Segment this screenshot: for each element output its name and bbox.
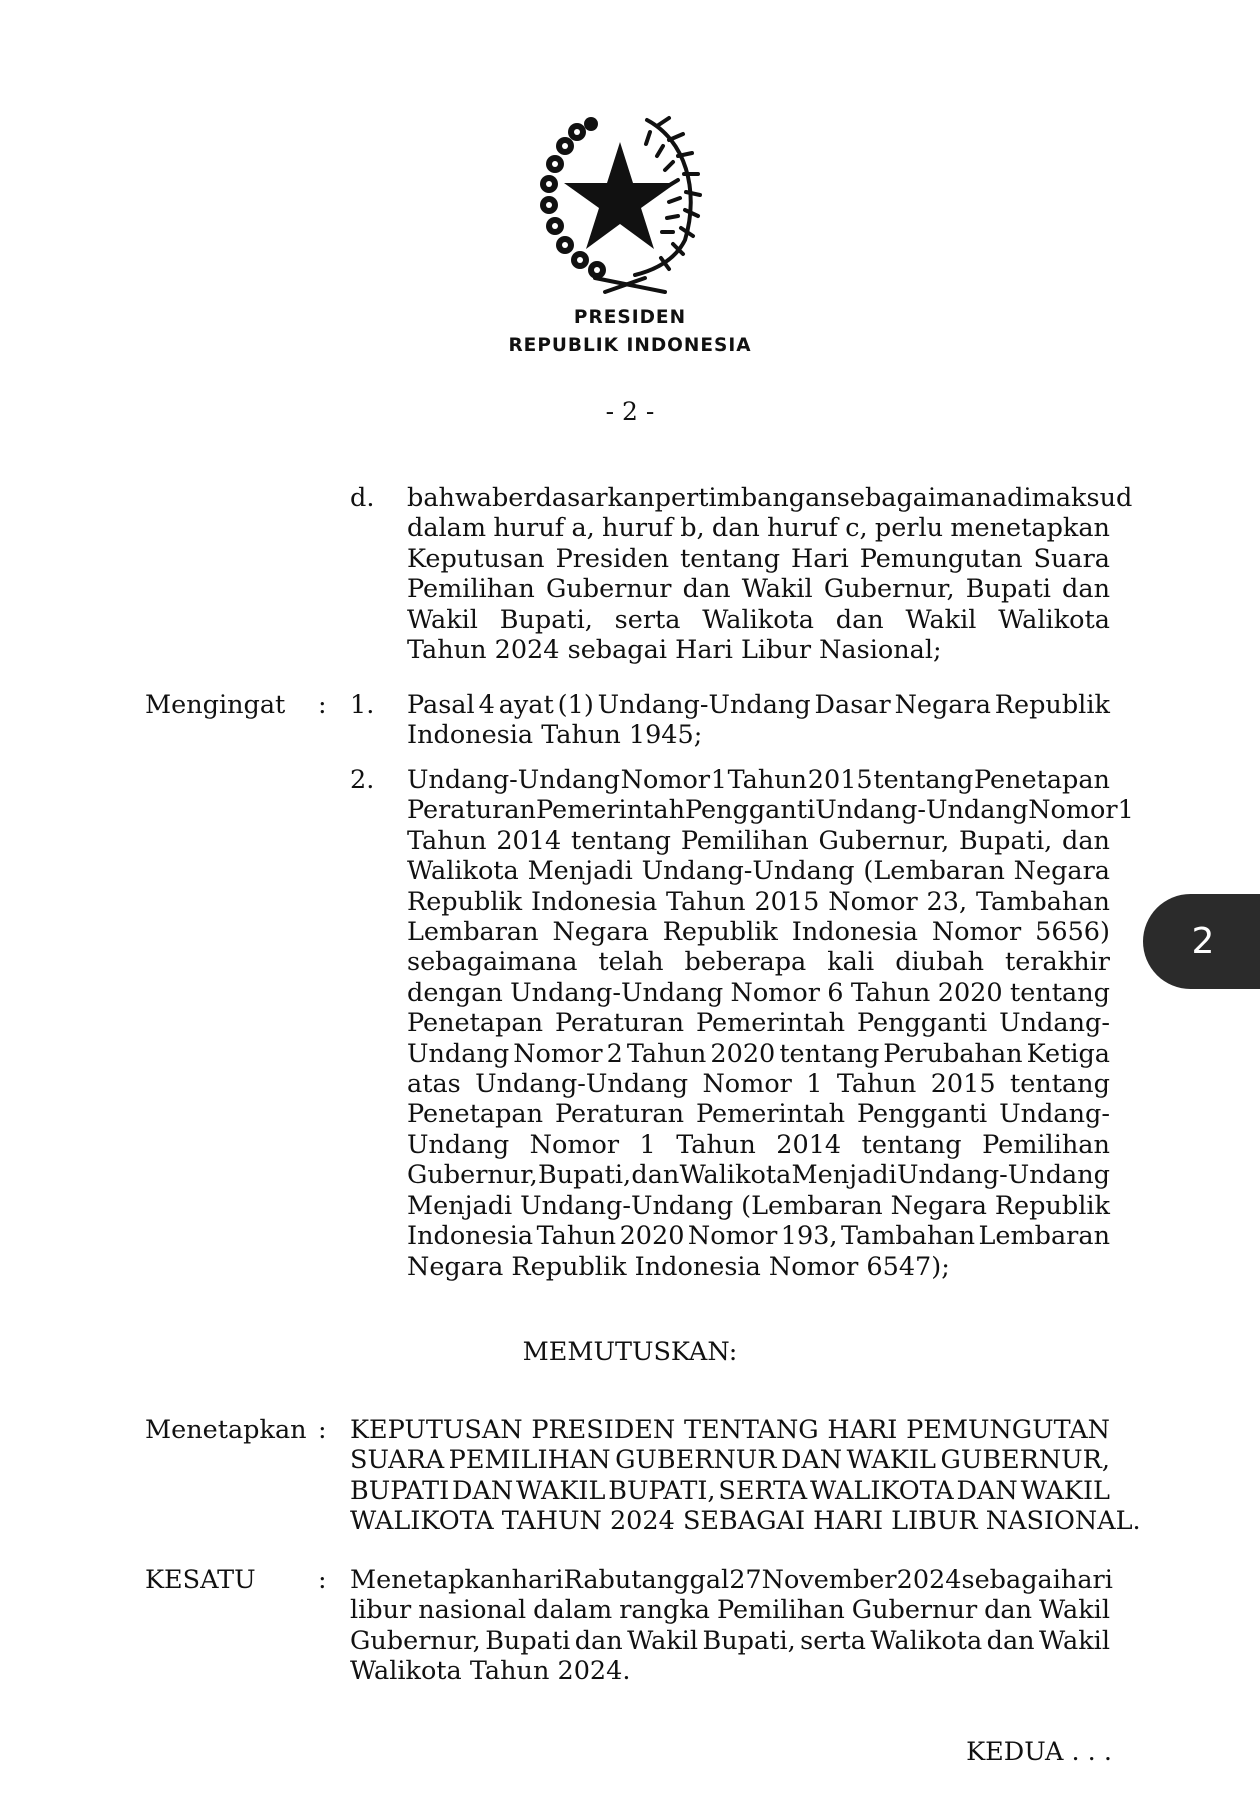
text-line: BUPATI DAN WAKIL BUPATI, SERTA WALIKOTA DAN WAKIL <box>350 1475 1110 1506</box>
text-line: dengan Undang-Undang Nomor 6 Tahun 2020 tentang <box>407 977 1110 1008</box>
text-line: libur nasional dalam rangka Pemilihan Gubernur dan Wakil <box>350 1595 1110 1626</box>
text-line: Tahun 2024 sebagai Hari Libur Nasional; <box>407 635 942 666</box>
kesatu-label: KESATU <box>145 1565 256 1595</box>
mengingat-item-1-text <box>407 690 1110 751</box>
text-line: Walikota Menjadi Undang-Undang (Lembaran Negara <box>407 856 1110 887</box>
text-line: Keputusan Presiden tentang Hari Pemungutan Suara <box>407 543 1110 574</box>
mengingat-item-1-marker: 1. <box>350 690 375 720</box>
mengingat-label: Mengingat <box>145 690 286 720</box>
text-line: Undang-Undang Nomor 1 Tahun 2015 tentang Penetapan <box>407 765 1110 795</box>
text-line: dalam huruf a, huruf b, dan huruf c, perlu menetapkan <box>407 513 1110 544</box>
text-line: Pasal 4 ayat (1) Undang-Undang Dasar Negara Republik <box>407 690 1110 720</box>
text-line: Menetapkan hari Rabu tanggal 27 November 2024 sebagai hari <box>350 1565 1113 1595</box>
text-line: Undang Nomor 1 Tahun 2014 tentang Pemilihan <box>407 1129 1110 1160</box>
kesatu-colon: : <box>318 1565 327 1595</box>
text-line: Wakil Bupati, serta Walikota dan Wakil Walikota <box>407 604 1110 635</box>
text-line: Lembaran Negara Republik Indonesia Nomor 5656) <box>407 917 1110 948</box>
menetapkan-label: Menetapkan <box>145 1415 307 1445</box>
text-line: Tahun 2014 tentang Pemilihan Gubernur, Bupati, dan <box>407 825 1110 856</box>
text-line: bahwa berdasarkan pertimbangan sebagaimana dimaksud <box>407 483 1133 513</box>
text-line: sebagaimana telah beberapa kali diubah terakhir <box>407 947 1110 978</box>
mengingat-item-2-marker: 2. <box>350 765 375 795</box>
text-line: Walikota Tahun 2024. <box>350 1656 631 1687</box>
menetapkan-colon: : <box>318 1415 327 1445</box>
next-page-reference: KEDUA . . . <box>966 1737 1112 1767</box>
text-line: Negara Republik Indonesia Nomor 6547); <box>407 1251 950 1282</box>
text-line: Gubernur, Bupati, dan Walikota Menjadi Undang-Undang <box>407 1160 1110 1191</box>
text-line: Penetapan Peraturan Pemerintah Pengganti Undang- <box>407 1099 1110 1130</box>
text-line: KEPUTUSAN PRESIDEN TENTANG HARI PEMUNGUTAN <box>350 1415 1110 1445</box>
header-subtitle: REPUBLIK INDONESIA <box>508 335 752 356</box>
menetapkan-text <box>350 1415 1141 1537</box>
text-line: Peraturan Pemerintah Pengganti Undang-Undang Nomor 1 <box>407 795 1134 826</box>
text-line: Indonesia Tahun 1945; <box>407 720 703 751</box>
text-line: atas Undang-Undang Nomor 1 Tahun 2015 tentang <box>407 1069 1110 1100</box>
memutuskan-heading: MEMUTUSKAN: <box>522 1337 738 1367</box>
text-line: Republik Indonesia Tahun 2015 Nomor 23, Tambahan <box>407 886 1110 917</box>
page-number: - 2 - <box>605 397 655 426</box>
text-line: Penetapan Peraturan Pemerintah Pengganti Undang- <box>407 1008 1110 1039</box>
item-d-text <box>407 483 1133 666</box>
presidential-emblem-icon <box>535 110 705 295</box>
text-line: Pemilihan Gubernur dan Wakil Gubernur, Bupati dan <box>407 574 1110 605</box>
mengingat-colon: : <box>318 690 327 720</box>
text-line: Gubernur, Bupati dan Wakil Bupati, serta Walikota dan Wakil <box>350 1625 1110 1656</box>
text-line: Menjadi Undang-Undang (Lembaran Negara Republik <box>407 1190 1110 1221</box>
text-line: SUARA PEMILIHAN GUBERNUR DAN WAKIL GUBERNUR, <box>350 1445 1110 1476</box>
kesatu-text <box>350 1565 1113 1687</box>
page-indicator-badge: 2 <box>1143 894 1260 989</box>
header-title: PRESIDEN <box>573 307 687 328</box>
text-line: Indonesia Tahun 2020 Nomor 193, Tambahan Lembaran <box>407 1221 1110 1252</box>
item-d-marker: d. <box>350 483 375 513</box>
text-line: WALIKOTA TAHUN 2024 SEBAGAI HARI LIBUR NASIONAL. <box>350 1506 1141 1537</box>
text-line: Undang Nomor 2 Tahun 2020 tentang Perubahan Ketiga <box>407 1038 1110 1069</box>
mengingat-item-2-text <box>407 765 1134 1282</box>
